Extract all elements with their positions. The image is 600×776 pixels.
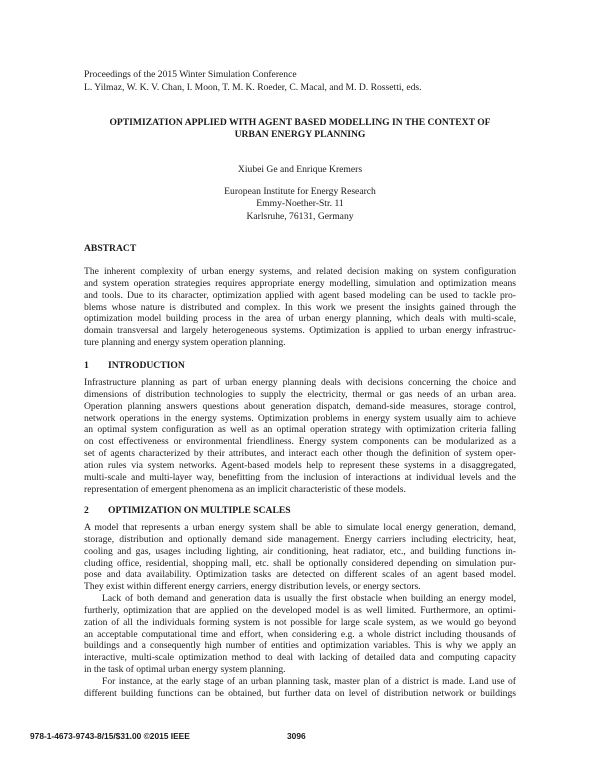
text-line: ture planning and energy system operation planning.: [84, 337, 286, 349]
text-line: an acceptable computational time and effort, when considering e.g. a whole district including thousands of: [84, 628, 516, 640]
text-line: Lack of both demand and generation data is usually the first obstacle when building an energy model,: [102, 593, 516, 605]
text-line: representation of emergent phenomena as an implicit characteristic of these models.: [84, 483, 406, 495]
title-line: URBAN ENERGY PLANNING: [234, 129, 366, 140]
proceedings-header: [84, 69, 534, 94]
section-title: OPTIMIZATION ON MULTIPLE SCALES: [108, 505, 291, 516]
text-line: They exist within different energy carriers, energy distribution levels, or energy sectors.: [84, 581, 421, 593]
title-line: OPTIMIZATION APPLIED WITH AGENT BASED MODELLING IN THE CONTEXT OF: [109, 117, 491, 128]
text-line: The inherent complexity of urban energy systems, and related decision making on system configuration: [84, 266, 516, 277]
editors-line: L. Yilmaz, W. K. V. Chan, I. Moon, T. M. K. Roeder, C. Macal, and M. D. Rossetti, eds.: [84, 81, 422, 93]
text-line: For instance, at the early stage of an urban planning task, master plan of a district is made. Land use of: [102, 675, 516, 687]
affiliation: [84, 186, 516, 223]
text-line: optimization model building process in the area of urban energy planning, which deals with multi-scale,: [84, 313, 516, 325]
authors: Xiubei Ge and Enrique Kremers: [237, 164, 363, 175]
affiliation-institute: European Institute for Energy Research: [224, 186, 376, 197]
text-line: network operations in the energy systems. Optimization problems in energy system usually aim to achieve: [84, 412, 516, 424]
section-2-heading: [84, 505, 291, 517]
footer-page-number: 3096: [287, 731, 306, 741]
text-line: blems whose nature is distributed and complex. In this work we present the insights gained through the: [84, 301, 516, 313]
text-line: an optimal system configuration as well as an optimal operation strategy with optimization criteria falling: [84, 424, 516, 436]
text-line: set of agents characterized by their attributes, and interact each other though the definition of system oper-: [84, 448, 516, 460]
text-line: interactive, multi-scale optimization method to deal with lacking of detailed data and computing capacity: [84, 652, 516, 664]
text-line: pose and data availability. Optimization tasks are detected on different scales of an agent based model.: [84, 569, 516, 581]
text-line: storage, distribution and optionally demand side management. Energy carriers including electricity, heat,: [84, 533, 516, 545]
section-number: 1: [84, 360, 89, 371]
proceedings-line: Proceedings of the 2015 Winter Simulation Conference: [84, 69, 297, 80]
text-line: ation rules via system networks. Agent-based models help to represent these systems in a disaggregated,: [84, 459, 516, 471]
text-line: Infrastructure planning as part of urban energy planning deals with decisions concerning the choice and: [84, 377, 516, 388]
abstract-heading: ABSTRACT: [84, 243, 137, 254]
section-2-body: [84, 522, 516, 700]
text-line: and tools. Due to its character, optimization applied with agent based modeling can be used to tackle pro-: [84, 289, 516, 301]
text-line: Operation planning answers questions about generation dispatch, demand-side measures, storage control,: [84, 400, 516, 412]
text-line: in the task of optimal urban energy system planning.: [84, 664, 286, 676]
text-line: domain transversal and largely heterogeneous systems. Optimization is applied to urban energy infrastruc-: [84, 325, 516, 337]
text-line: on cost effectiveness or environmental friendliness. Energy system components can be modularized as a: [84, 436, 516, 448]
text-line: multi-scale and multi-layer way, benefitting from the inclusion of interactions at individual levels and the: [84, 471, 516, 483]
text-line: cluding office, residential, shopping mall, etc. shall be optionally considered depending on simulation pur-: [84, 557, 516, 569]
text-line: buildings and a consequently high number of entities and optimization variables. This is why we apply an: [84, 640, 516, 652]
text-line: cooling and gas, usages including lighting, air conditioning, heat radiator, etc., and building functions in-: [84, 545, 516, 557]
text-line: dimensions of distribution technologies to supply the electricity, thermal or gas needs of an urban area.: [84, 388, 516, 400]
affiliation-city: Karlsruhe, 76131, Germany: [246, 210, 354, 222]
affiliation-street: Emmy-Noether-Str. 11: [256, 198, 344, 210]
section-1-body: [84, 377, 516, 495]
abstract-body: [84, 266, 516, 349]
paper-title: [84, 117, 516, 141]
section-number: 2: [84, 505, 89, 516]
section-title: INTRODUCTION: [108, 360, 185, 371]
text-line: A model that represents a urban energy system shall be able to simulate local energy generation, demand,: [84, 522, 516, 533]
text-line: furtherly, optimization that are applied on the developed model is as well limited. Furthermore, an optimi-: [84, 604, 516, 616]
footer-isbn: 978-1-4673-9743-8/15/$31.00 ©2015 IEEE: [30, 731, 190, 741]
text-line: zation of all the individuals forming system is not possible for large scale system, as we would go beyond: [84, 616, 516, 628]
text-line: different building functions can be obtained, but further data on level of distribution network or buildings: [84, 687, 516, 699]
text-line: and system operation strategies requires appropriate energy modelling, simulation and optimization means: [84, 277, 516, 289]
section-1-heading: [84, 360, 185, 372]
